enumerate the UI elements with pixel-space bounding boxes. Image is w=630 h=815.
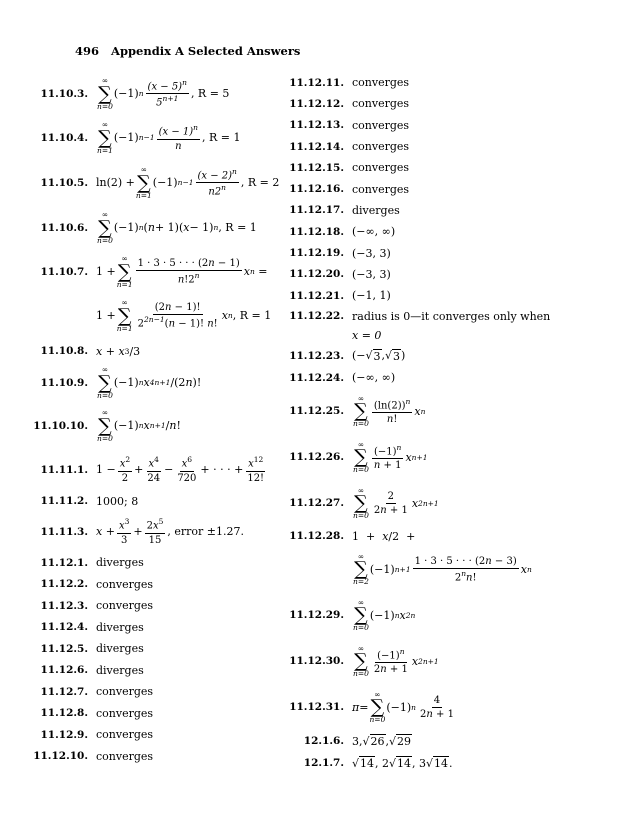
answer-number: 11.12.29.	[289, 609, 344, 622]
answer-text: converges	[352, 182, 410, 196]
radius-text: , R = 5	[190, 87, 230, 101]
answer-entry	[288, 388, 608, 434]
answer-entry	[288, 638, 608, 684]
answer-text: (−3, 3)	[352, 246, 391, 260]
answer-number: 11.11.1.	[40, 464, 88, 476]
answer-entry	[18, 364, 286, 402]
answer-number: 12.1.7.	[303, 757, 344, 770]
answer-entry	[288, 115, 608, 136]
header-title: Appendix A Selected Answers	[111, 44, 301, 58]
error-text: , error ±1.27.	[167, 525, 244, 539]
answer-number: 11.12.5.	[40, 642, 88, 655]
answer-entry	[288, 136, 608, 157]
answer-entry-continued	[288, 546, 608, 592]
answer-text: converges	[96, 728, 154, 742]
answer-entry	[288, 178, 608, 199]
answer-number: 11.10.8.	[40, 345, 88, 357]
answer-expression: 1 − $\frac{x^2}{2}$ + $\frac{x^4}{24}$ − $\frac{x^6}{720}$ + · · · + $\frac{x^{12}}{12!}$	[96, 455, 265, 484]
answer-number: 11.12.8.	[40, 707, 88, 720]
answer-text: (−∞, ∞)	[352, 225, 396, 239]
answer-text: converges	[96, 599, 154, 613]
answer-expression: ∞ ∑ n=0 $\frac{(\ln(2))^n}{n!}$ x n	[353, 393, 426, 429]
answer-text: converges	[96, 685, 154, 699]
answer-expression: 1 + ∞ ∑ n=1 $\frac{1 \cdot 3 \cdot 5 \cdot \cdot \cdot (2n - 1)}{n!2^n}$ x n =	[96, 254, 268, 290]
answer-expression: ∞ ∑ n=0 (−1) n $\frac{(x - 5)^n}{5^{n+1}}$ , R = 5	[97, 76, 230, 112]
answer-entry	[288, 526, 608, 546]
answer-entry	[18, 746, 286, 768]
answer-number: 11.12.25.	[289, 405, 344, 418]
left-column	[18, 72, 286, 767]
answer-number: 11.12.3.	[40, 599, 88, 612]
answer-entry	[18, 724, 286, 746]
answer-entry	[18, 660, 286, 682]
answer-text: radius is 0—it converges only when	[352, 309, 551, 323]
answer-number: 11.12.15.	[289, 161, 344, 174]
answer-entry	[288, 285, 608, 306]
answer-text: x = 0	[352, 328, 382, 342]
answer-number: 11.12.2.	[40, 578, 88, 591]
answer-number: 11.12.23.	[289, 349, 344, 362]
answer-text: diverges	[352, 203, 400, 217]
radius-text: , R = 1	[218, 221, 257, 235]
answer-entry	[18, 703, 286, 725]
answer-text: converges	[352, 97, 410, 111]
answer-entry	[288, 434, 608, 480]
answer-text: converges	[352, 161, 410, 175]
answer-expression: x + $\frac{x^3}{3}$ + $\frac{2x^5}{15}$ , error ±1.27.	[96, 517, 244, 546]
answer-text: (−3, 3)	[352, 267, 391, 281]
answer-number: 11.11.2.	[40, 495, 88, 507]
answer-number: 11.12.6.	[40, 664, 88, 677]
answer-expression: π = ∞ ∑ n=0 (−1) n $\frac{4}{2n + 1}$	[352, 689, 454, 725]
answer-text: 1000; 8	[96, 494, 139, 508]
answer-number: 11.12.12.	[289, 97, 344, 110]
answer-entry	[288, 480, 608, 526]
right-column	[288, 72, 608, 774]
answer-number: 11.12.1.	[40, 556, 88, 569]
answer-number: 11.12.4.	[40, 621, 88, 634]
answer-entry	[288, 684, 608, 730]
answer-number: 11.12.21.	[289, 289, 344, 302]
answer-expression: 3, √ 26 , √ 29	[352, 734, 412, 749]
answer-expression: ∞ ∑ n=0 (−1) n x n+1 / n !	[97, 408, 181, 444]
answer-expression: ∞ ∑ n=2 (−1) n+1 $\frac{1 \cdot 3 \cdot 5 \cdot \cdot \cdot (2n - 3)}{2^nn!}$ x n	[353, 551, 532, 587]
answer-number: 11.12.14.	[289, 140, 344, 153]
answer-entry	[288, 344, 608, 367]
answer-text: diverges	[96, 642, 144, 656]
answer-text: diverges	[96, 556, 144, 570]
answer-entry	[288, 200, 608, 221]
answer-number: 11.10.5.	[40, 177, 88, 189]
answer-number: 11.12.17.	[289, 204, 344, 217]
answer-number: 11.10.9.	[40, 377, 88, 389]
answer-text: converges	[96, 749, 154, 763]
answer-expression: ∞ ∑ n=0 $\frac{(-1)^n}{2n + 1}$ x 2n+1	[353, 643, 439, 679]
answer-text: diverges	[96, 663, 144, 677]
answer-number: 11.12.30.	[289, 655, 344, 668]
answer-entry	[18, 617, 286, 639]
answer-text: converges	[96, 577, 154, 591]
answer-entry	[288, 242, 608, 263]
answer-number: 12.1.6.	[303, 735, 344, 748]
answer-number: 11.12.18.	[289, 225, 344, 238]
radius-text: , R = 1	[232, 309, 272, 323]
radius-text: , R = 1	[201, 131, 241, 145]
answer-text: (−∞, ∞)	[352, 371, 396, 385]
answer-expression: ∞ ∑ n=0 (−1) n x 2n	[353, 597, 416, 633]
answer-number: 11.12.31.	[289, 701, 344, 714]
answer-expression: x + x 3 /3	[96, 344, 141, 358]
answer-entry	[18, 638, 286, 660]
answer-entry	[18, 160, 286, 206]
answer-text: converges	[352, 118, 410, 132]
answer-entry-continued	[288, 326, 608, 344]
answer-entry	[18, 116, 286, 160]
answer-number: 11.12.26.	[289, 451, 344, 464]
answer-number: 11.10.10.	[33, 420, 88, 432]
answer-number: 11.10.6.	[40, 222, 88, 234]
answer-number: 11.10.4.	[40, 132, 88, 144]
answer-entry	[18, 206, 286, 250]
answer-entry	[288, 306, 608, 326]
answer-entry	[18, 72, 286, 116]
answer-number: 11.12.28.	[289, 530, 344, 543]
answer-text: converges	[352, 76, 410, 90]
answer-entry	[288, 93, 608, 114]
answer-entry	[288, 221, 608, 242]
answer-entry	[18, 574, 286, 596]
answer-entry	[288, 157, 608, 178]
answer-expression: ∞ ∑ n=0 $\frac{(-1)^n}{n + 1}$ x n+1	[353, 439, 428, 475]
answer-expression: 1 + ∞ ∑ n=1 $\frac{(2n - 1)!}{2^{2n-1}(n - 1)! n!}$ x n , R = 1	[96, 298, 272, 334]
answer-expression: ∞ ∑ n=1 (−1) n−1 $\frac{(x - 1)^n}{n}$ , R = 1	[97, 120, 241, 156]
answer-number: 11.12.11.	[289, 76, 344, 89]
answer-text: converges	[352, 140, 410, 154]
answer-text: converges	[96, 706, 154, 720]
answer-expression: 1 + x /2 +	[352, 529, 416, 543]
answer-entry	[18, 450, 286, 490]
answer-expression: (− √ 3 , √ 3 )	[352, 349, 406, 363]
answer-number: 11.12.22.	[289, 310, 344, 323]
answer-number: 11.12.20.	[289, 268, 344, 281]
answer-entry	[18, 512, 286, 552]
answer-entry	[18, 250, 286, 294]
answer-number: 11.12.19.	[289, 247, 344, 260]
answer-entry	[18, 402, 286, 450]
answer-number: 11.12.16.	[289, 183, 344, 196]
page-header	[75, 44, 300, 58]
answer-number: 11.12.27.	[289, 497, 344, 510]
answer-number: 11.12.10.	[33, 750, 88, 763]
answer-entry	[18, 681, 286, 703]
page-number: 496	[75, 44, 100, 58]
answer-number: 11.12.7.	[40, 685, 88, 698]
answer-number: 11.10.3.	[40, 88, 88, 100]
answer-entry-continued	[18, 294, 286, 338]
radius-text: , R = 2	[240, 176, 280, 190]
answer-expression: ∞ ∑ n=0 $\frac{2}{2n + 1}$ x 2n+1	[353, 485, 439, 521]
answer-entry	[288, 72, 608, 93]
answer-entry	[288, 367, 608, 388]
answer-entry	[288, 730, 608, 752]
answer-expression: ∞ ∑ n=0 (−1) n ( n + 1)( x − 1) n , R = 1	[97, 210, 257, 246]
answer-expression: ln(2) + ∞ ∑ n=1 (−1) n−1 $\frac{(x - 2)^n}{n2^n}$ , R = 2	[96, 165, 280, 201]
answer-expression: √ 14 , 2 √ 14 , 3 √ 14 .	[352, 756, 453, 771]
answer-entry	[18, 552, 286, 574]
answer-text: diverges	[96, 620, 144, 634]
answer-entry	[18, 490, 286, 512]
answer-number: 11.12.9.	[40, 728, 88, 741]
answer-entry	[288, 592, 608, 638]
answer-entry	[18, 338, 286, 364]
answer-number: 11.10.7.	[40, 266, 88, 278]
answer-expression: ∞ ∑ n=0 (−1) n x 4n+1 /(2 n )!	[97, 365, 202, 401]
answer-entry	[288, 752, 608, 774]
answer-number: 11.11.3.	[40, 526, 88, 538]
answer-number: 11.12.24.	[289, 371, 344, 384]
answer-number: 11.12.13.	[289, 119, 344, 132]
answer-entry	[18, 595, 286, 617]
answer-text: (−1, 1)	[352, 289, 391, 303]
answer-entry	[288, 264, 608, 285]
